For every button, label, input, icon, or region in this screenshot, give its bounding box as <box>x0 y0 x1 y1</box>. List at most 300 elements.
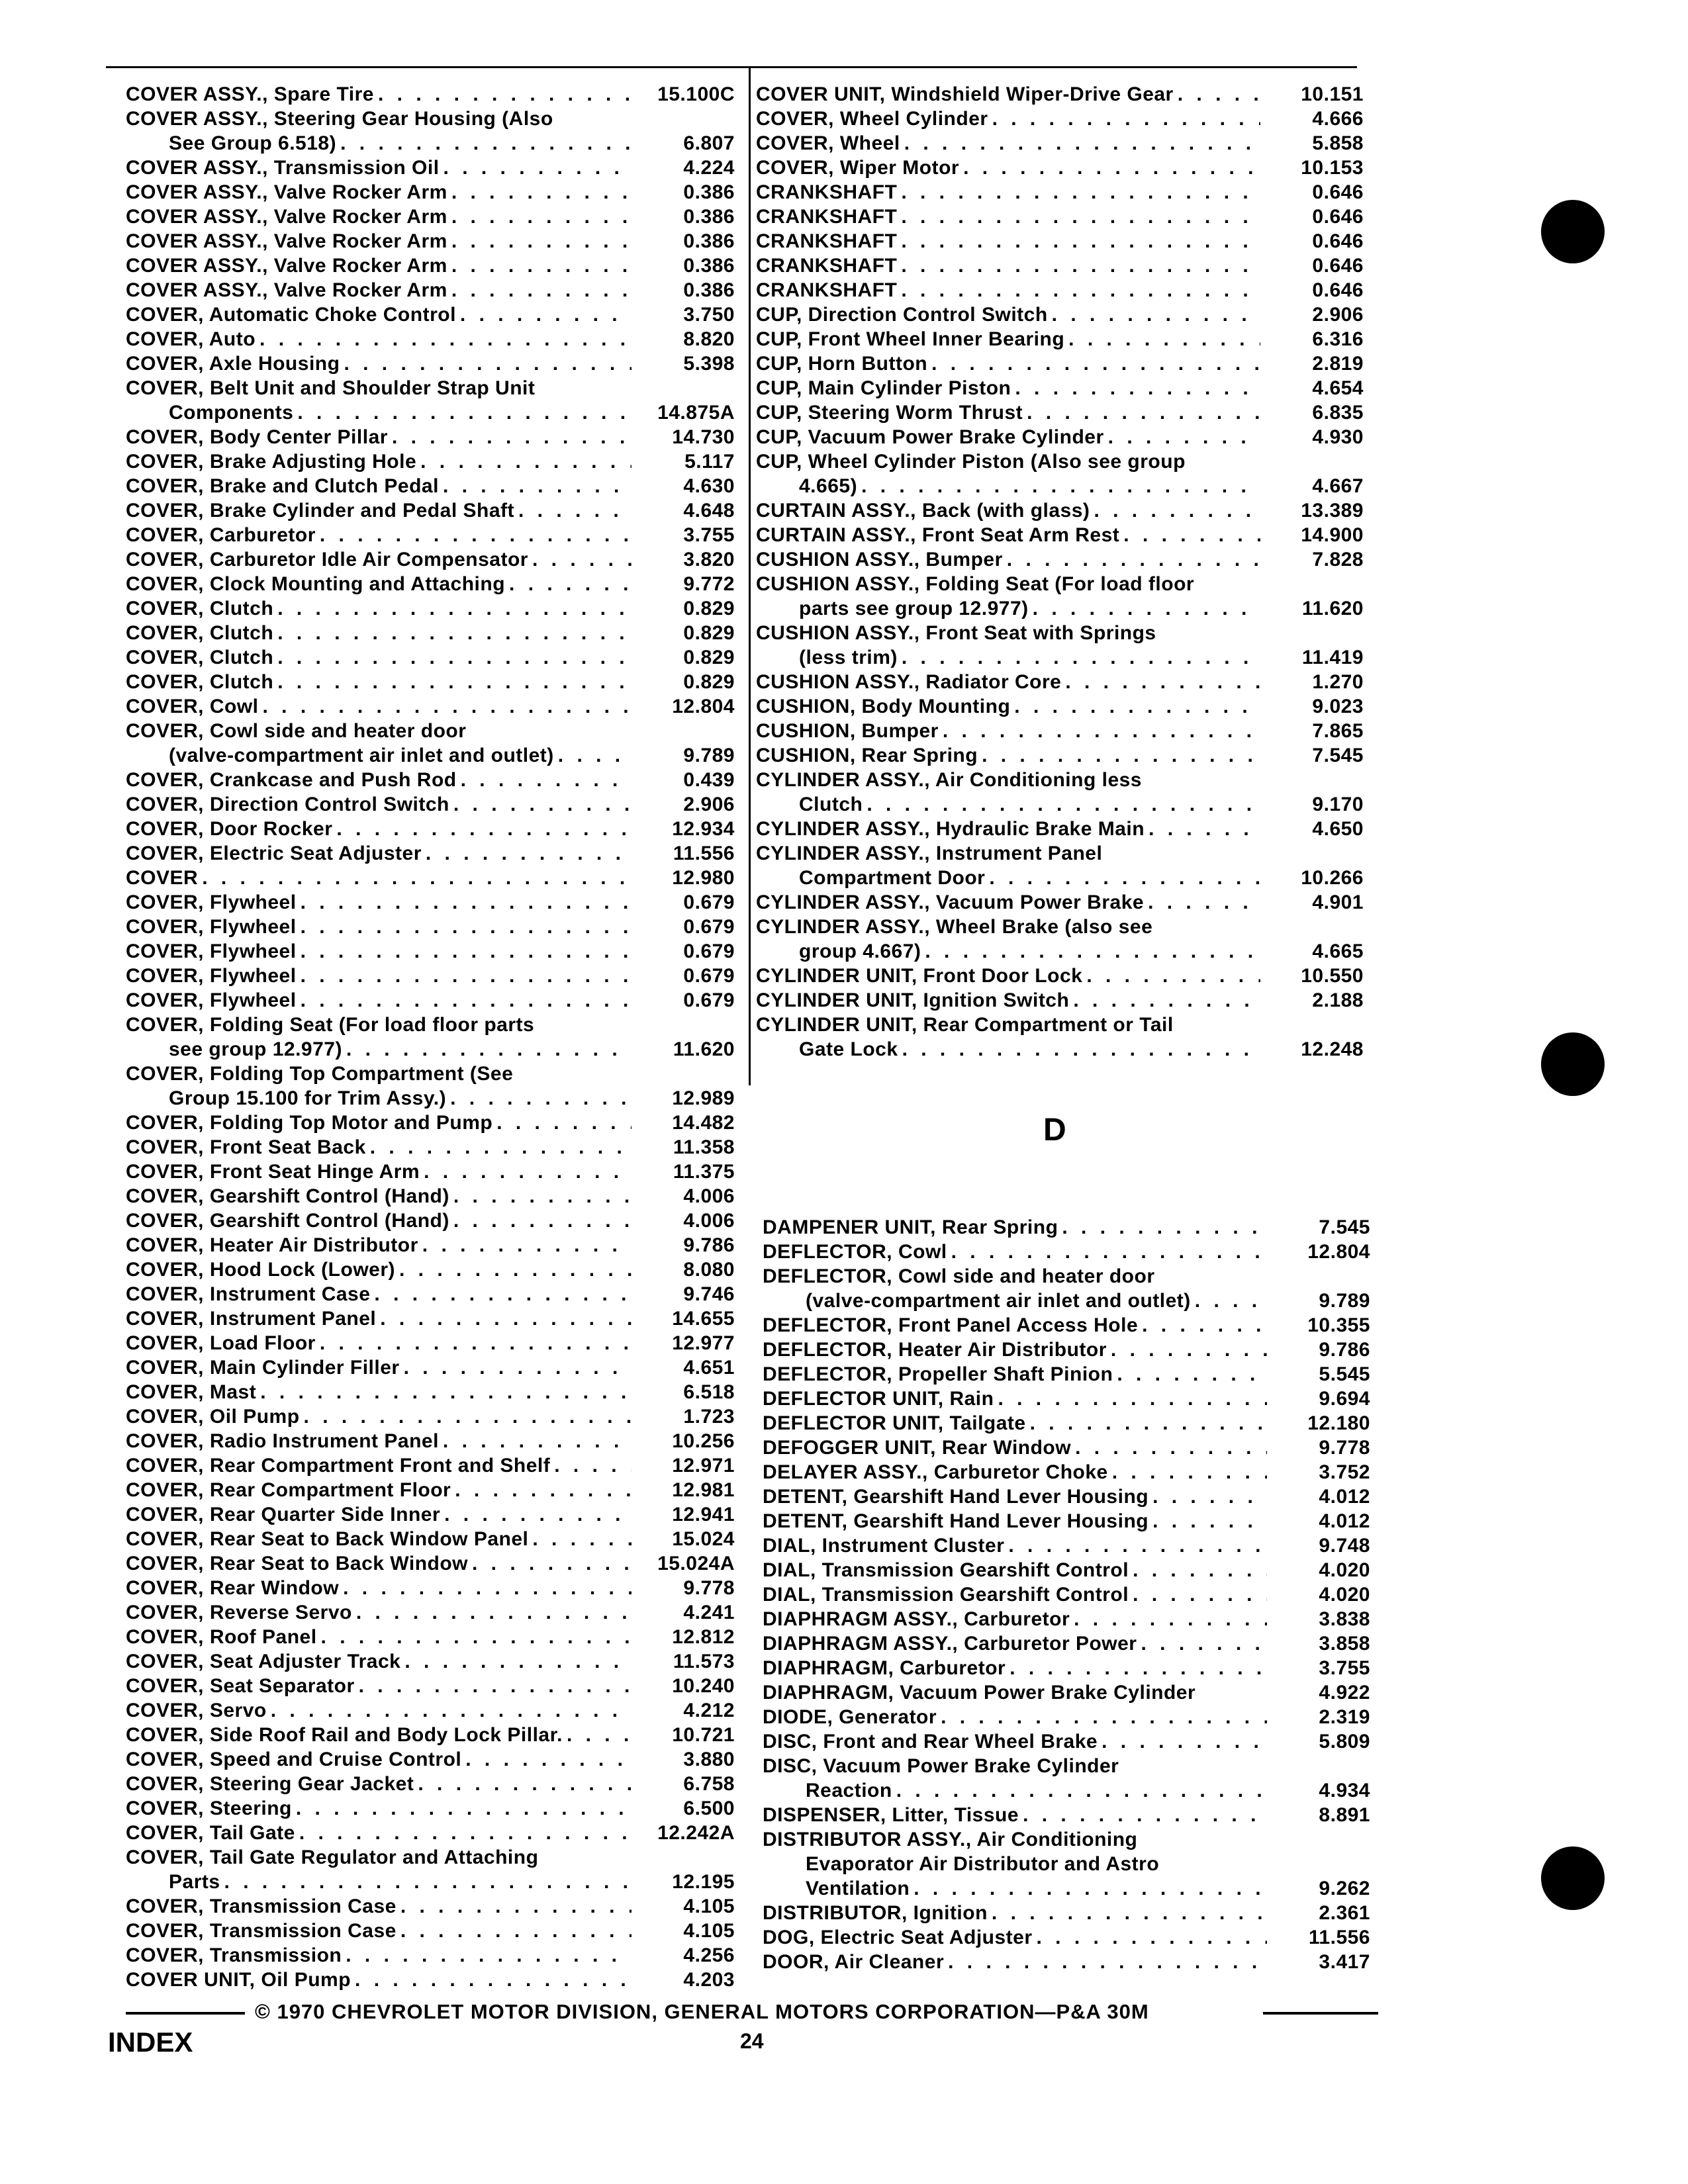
index-entry <box>756 351 1364 376</box>
index-entry <box>126 1943 735 1968</box>
index-entry <box>763 1264 1370 1289</box>
leader-dots <box>1009 1656 1267 1680</box>
entry-page-ref: 14.655 <box>672 1308 735 1330</box>
index-entry <box>126 1527 735 1551</box>
index-entry <box>756 107 1364 131</box>
entry-page-ref: 0.646 <box>1312 279 1364 301</box>
leader-dots <box>1111 1338 1267 1362</box>
entry-text: Clutch <box>799 794 863 815</box>
leader-dots <box>948 1950 1267 1974</box>
index-entry <box>126 1013 735 1037</box>
index-entry <box>756 425 1364 449</box>
entry-page-ref: 9.023 <box>1312 696 1364 717</box>
leader-dots <box>1141 1631 1267 1656</box>
index-entry <box>756 792 1364 817</box>
entry-text: COVER, Oil Pump <box>126 1406 300 1428</box>
entry-page-ref: 11.358 <box>673 1136 735 1158</box>
entry-text: see group 12.977) <box>169 1038 342 1060</box>
entry-page-ref: 3.858 <box>1319 1633 1370 1655</box>
entry-text: COVER, Clutch <box>126 647 274 668</box>
entry-text: COVER, Carburetor <box>126 524 316 546</box>
entry-text: DOOR, Air Cleaner <box>763 1951 945 1973</box>
index-entry <box>756 400 1364 425</box>
index-entry <box>126 694 735 719</box>
index-entry <box>756 253 1364 278</box>
entry-text: COVER, Tail Gate <box>126 1822 295 1844</box>
column-divider <box>749 66 751 1085</box>
entry-text: DEFLECTOR, Front Panel Access Hole <box>763 1314 1139 1336</box>
entry-page-ref: 4.256 <box>683 1944 735 1966</box>
entry-page-ref: 4.224 <box>683 157 735 179</box>
index-entry <box>756 694 1364 719</box>
leader-dots <box>904 131 1260 156</box>
index-entry <box>756 988 1364 1013</box>
entry-page-ref: 4.654 <box>1312 377 1364 399</box>
entry-text: COVER, Folding Top Motor and Pump <box>126 1112 493 1134</box>
leader-dots <box>901 278 1260 302</box>
leader-dots <box>420 449 632 474</box>
leader-dots <box>1052 302 1260 327</box>
entry-text: COVER ASSY., Valve Rocker Arm <box>126 206 447 228</box>
entry-text: DIAL, Transmission Gearshift Control <box>763 1584 1129 1606</box>
index-entry <box>126 1747 735 1772</box>
index-entry <box>756 866 1364 890</box>
section-letter-d: D <box>1043 1113 1066 1148</box>
leader-dots <box>355 1968 632 1992</box>
entry-page-ref: 3.750 <box>683 304 735 326</box>
entry-text: COVER, Gearshift Control (Hand) <box>126 1210 449 1232</box>
entry-page-ref: 4.006 <box>683 1185 735 1207</box>
index-entry <box>126 327 735 351</box>
entry-page-ref: 0.829 <box>683 647 735 668</box>
entry-text: CUP, Vacuum Power Brake Cylinder <box>756 426 1104 448</box>
index-entry <box>763 1607 1370 1631</box>
leader-dots <box>461 768 632 792</box>
entry-page-ref: 9.786 <box>683 1234 735 1256</box>
index-entry <box>126 670 735 694</box>
index-entry <box>126 1821 735 1845</box>
index-entry <box>763 1729 1370 1754</box>
footer-copyright: © 1970 CHEVROLET MOTOR DIVISION, GENERAL MOTORS CORPORATION—P&A 30M <box>255 2000 1149 2023</box>
entry-text: group 4.667) <box>799 940 921 962</box>
entry-text: DISC, Front and Rear Wheel Brake <box>763 1731 1098 1752</box>
leader-dots <box>455 1478 632 1502</box>
index-entry <box>126 1306 735 1331</box>
index-entry <box>756 302 1364 327</box>
entry-page-ref: 9.748 <box>1319 1535 1370 1557</box>
entry-page-ref: 12.248 <box>1301 1038 1364 1060</box>
index-entry <box>126 1674 735 1698</box>
entry-text: DIAPHRAGM ASSY., Carburetor <box>763 1608 1070 1630</box>
index-entry <box>126 1208 735 1233</box>
entry-text: CUP, Front Wheel Inner Bearing <box>756 328 1065 350</box>
entry-text: CUSHION, Rear Spring <box>756 745 978 766</box>
entry-page-ref: 11.375 <box>673 1161 735 1183</box>
leader-dots <box>532 547 632 572</box>
entry-text: COVER, Clutch <box>126 598 274 619</box>
entry-page-ref: 3.880 <box>683 1749 735 1770</box>
index-entry <box>126 1233 735 1257</box>
index-entry <box>763 1582 1370 1607</box>
entry-page-ref: 0.386 <box>683 181 735 203</box>
entry-text: CUSHION, Body Mounting <box>756 696 1011 717</box>
entry-text: DIAL, Instrument Cluster <box>763 1535 1005 1557</box>
entry-text: Group 15.100 for Trim Assy.) <box>169 1087 447 1109</box>
leader-dots <box>370 1135 632 1160</box>
entry-page-ref: 4.012 <box>1319 1486 1370 1508</box>
entry-text: DIAPHRAGM, Vacuum Power Brake Cylinder <box>763 1682 1196 1704</box>
leader-dots <box>1007 547 1260 572</box>
index-entry <box>126 449 735 474</box>
leader-dots <box>925 939 1260 964</box>
binder-hole-top <box>1541 200 1605 263</box>
leader-dots <box>1112 1460 1267 1484</box>
index-entry <box>126 376 735 400</box>
leader-dots <box>301 890 632 915</box>
leader-dots <box>443 1429 632 1453</box>
entry-page-ref: 9.262 <box>1319 1878 1370 1899</box>
entry-text: DEFOGGER UNIT, Rear Window <box>763 1437 1072 1459</box>
index-entry <box>126 156 735 180</box>
leader-dots <box>344 351 632 376</box>
index-entry <box>126 939 735 964</box>
leader-dots <box>867 792 1260 817</box>
entry-text: COVER, Flywheel <box>126 916 297 938</box>
leader-dots <box>224 1870 632 1894</box>
leader-dots <box>343 1576 632 1600</box>
entry-page-ref: 0.679 <box>683 891 735 913</box>
entry-page-ref: 4.203 <box>683 1969 735 1991</box>
entry-page-ref: 3.752 <box>1319 1461 1370 1483</box>
entry-page-ref: 11.556 <box>673 842 735 864</box>
entry-text: Reaction <box>806 1780 892 1801</box>
entry-page-ref: 2.906 <box>1312 304 1364 326</box>
entry-text: COVER, Rear Seat to Back Window <box>126 1553 469 1574</box>
entry-page-ref: 10.151 <box>1301 83 1364 105</box>
entry-text: CUP, Horn Button <box>756 353 928 375</box>
leader-dots <box>453 792 632 817</box>
index-entry <box>126 1894 735 1919</box>
entry-text: COVER, Brake and Clutch Pedal <box>126 475 439 497</box>
entry-page-ref: 6.835 <box>1312 402 1364 424</box>
entry-page-ref: 0.679 <box>683 916 735 938</box>
entry-text: COVER, Rear Seat to Back Window Panel <box>126 1528 529 1550</box>
index-entry <box>126 1453 735 1478</box>
entry-page-ref: 4.020 <box>1319 1559 1370 1581</box>
leader-dots <box>496 1111 632 1135</box>
index-entry <box>763 1827 1370 1852</box>
entry-text: COVER, Seat Adjuster Track <box>126 1651 401 1672</box>
leader-dots <box>567 1723 632 1747</box>
entry-text: CUSHION ASSY., Folding Seat (For load floor <box>756 573 1195 595</box>
entry-page-ref: 4.665 <box>1312 940 1364 962</box>
binder-hole-middle <box>1541 1032 1605 1096</box>
index-entry <box>126 1380 735 1404</box>
leader-dots <box>259 327 632 351</box>
leader-dots <box>1062 1215 1267 1240</box>
entry-text: Parts <box>169 1871 220 1893</box>
entry-page-ref: 3.417 <box>1319 1951 1370 1973</box>
leader-dots <box>444 156 632 180</box>
entry-text: CYLINDER ASSY., Vacuum Power Brake <box>756 891 1145 913</box>
index-entry <box>756 890 1364 915</box>
entry-text: COVER, Servo <box>126 1700 267 1721</box>
index-entry <box>126 1478 735 1502</box>
entry-page-ref: 0.386 <box>683 230 735 252</box>
entry-page-ref: 0.679 <box>683 989 735 1011</box>
leader-dots <box>951 1240 1267 1264</box>
leader-dots <box>336 817 632 841</box>
entry-text: DEFLECTOR, Heater Air Distributor <box>763 1339 1107 1361</box>
leader-dots <box>1102 1729 1267 1754</box>
entry-text: COVER, Belt Unit and Shoulder Strap Unit <box>126 377 536 399</box>
leader-dots <box>418 1772 632 1796</box>
leader-dots <box>1015 376 1260 400</box>
leader-dots <box>340 131 632 156</box>
index-entry <box>126 621 735 645</box>
leader-dots <box>400 1894 632 1919</box>
index-entry <box>763 1411 1370 1435</box>
leader-dots <box>424 1160 632 1184</box>
entry-page-ref: 5.858 <box>1312 132 1364 154</box>
entry-text: (valve-compartment air inlet and outlet) <box>169 745 554 766</box>
leader-dots <box>1073 988 1260 1013</box>
entry-page-ref: 12.180 <box>1307 1412 1370 1434</box>
entry-page-ref: 6.316 <box>1312 328 1364 350</box>
index-entry <box>126 1111 735 1135</box>
index-entry <box>763 1631 1370 1656</box>
index-entry <box>126 1355 735 1380</box>
leader-dots <box>1133 1558 1267 1582</box>
leader-dots <box>1123 523 1260 547</box>
leader-dots <box>1075 1435 1267 1460</box>
entry-text: COVER, Front Seat Hinge Arm <box>126 1161 420 1183</box>
index-entry <box>763 1240 1370 1264</box>
entry-text: CURTAIN ASSY., Back (with glass) <box>756 500 1090 522</box>
entry-page-ref: 4.105 <box>683 1920 735 1942</box>
index-entry <box>126 1600 735 1625</box>
leader-dots <box>1014 694 1260 719</box>
entry-page-ref: 3.755 <box>683 524 735 546</box>
index-entry <box>126 1796 735 1821</box>
leader-dots <box>392 425 632 449</box>
index-entry <box>756 156 1364 180</box>
leader-dots <box>277 670 632 694</box>
entry-page-ref: 9.778 <box>1319 1437 1370 1459</box>
leader-dots <box>202 866 632 890</box>
index-entry <box>126 1919 735 1943</box>
entry-page-ref: 12.980 <box>672 867 735 889</box>
index-entry <box>126 1772 735 1796</box>
entry-text: COVER, Load Floor <box>126 1332 316 1354</box>
entry-page-ref: 4.212 <box>683 1700 735 1721</box>
leader-dots <box>901 205 1260 229</box>
entry-page-ref: 12.934 <box>672 818 735 840</box>
index-entry <box>126 523 735 547</box>
index-entry <box>763 1680 1370 1705</box>
entry-text: COVER, Heater Air Distributor <box>126 1234 418 1256</box>
entry-page-ref: 0.646 <box>1312 230 1364 252</box>
entry-text: COVER, Rear Window <box>126 1577 340 1599</box>
entry-page-ref: 6.518 <box>683 1381 735 1403</box>
leader-dots <box>1065 670 1260 694</box>
entry-text: Components <box>169 402 294 424</box>
entry-page-ref: 7.828 <box>1312 549 1364 570</box>
entry-page-ref: 11.419 <box>1301 647 1364 668</box>
entry-page-ref: 5.117 <box>684 451 735 473</box>
entry-page-ref: 13.389 <box>1301 500 1364 522</box>
index-entry <box>756 523 1364 547</box>
entry-text: CUP, Main Cylinder Piston <box>756 377 1011 399</box>
index-entry <box>756 572 1364 596</box>
leader-dots <box>992 1901 1267 1925</box>
entry-text: CURTAIN ASSY., Front Seat Arm Rest <box>756 524 1120 546</box>
entry-page-ref: 9.170 <box>1312 794 1364 815</box>
leader-dots <box>356 1600 632 1625</box>
entry-text: DIAL, Transmission Gearshift Control <box>763 1559 1129 1581</box>
entry-page-ref: 12.804 <box>1307 1241 1370 1263</box>
index-entry <box>763 1215 1370 1240</box>
entry-page-ref: 7.545 <box>1319 1216 1370 1238</box>
entry-text: DETENT, Gearshift Hand Lever Housing <box>763 1486 1149 1508</box>
index-entry <box>763 1778 1370 1803</box>
index-entry <box>126 1184 735 1208</box>
entry-page-ref: 6.758 <box>683 1773 735 1795</box>
leader-dots <box>453 1184 632 1208</box>
entry-text: COVER UNIT, Windshield Wiper-Drive Gear <box>756 83 1174 105</box>
entry-text: COVER, Roof Panel <box>126 1626 317 1648</box>
entry-text: COVER, Clutch <box>126 622 274 644</box>
entry-page-ref: 11.556 <box>1308 1927 1370 1948</box>
index-entry <box>763 1950 1370 1974</box>
entry-page-ref: 6.500 <box>683 1797 735 1819</box>
index-entry <box>126 1649 735 1674</box>
leader-dots <box>1142 1313 1267 1338</box>
index-entry <box>126 400 735 425</box>
index-entry <box>756 743 1364 768</box>
entry-text: COVER, Carburetor Idle Air Compensator <box>126 549 528 570</box>
entry-text: DEFLECTOR UNIT, Rain <box>763 1388 994 1410</box>
entry-page-ref: 4.930 <box>1312 426 1364 448</box>
leader-dots <box>902 645 1260 670</box>
leader-dots <box>460 302 632 327</box>
leader-dots <box>404 1649 632 1674</box>
entry-text: COVER, Wiper Motor <box>756 157 960 179</box>
index-entry <box>756 596 1364 621</box>
index-entry <box>126 131 735 156</box>
entry-page-ref: 11.573 <box>673 1651 735 1672</box>
entry-text: Evaporator Air Distributor and Astro <box>806 1853 1160 1875</box>
entry-page-ref: 10.550 <box>1301 965 1364 987</box>
entry-text: CYLINDER UNIT, Ignition Switch <box>756 989 1070 1011</box>
entry-page-ref: 4.020 <box>1319 1584 1370 1606</box>
leader-dots <box>451 229 632 253</box>
entry-text: COVER ASSY., Valve Rocker Arm <box>126 255 447 277</box>
entry-text: CUSHION ASSY., Front Seat with Springs <box>756 622 1156 644</box>
entry-page-ref: 0.646 <box>1312 206 1364 228</box>
entry-page-ref: 0.386 <box>683 279 735 301</box>
entry-text: COVER, Flywheel <box>126 989 297 1011</box>
entry-text: COVER, Flywheel <box>126 965 297 987</box>
entry-page-ref: 12.195 <box>672 1871 735 1893</box>
binder-hole-bottom <box>1541 1846 1605 1910</box>
entry-page-ref: 8.820 <box>683 328 735 350</box>
entry-page-ref: 12.941 <box>672 1504 735 1525</box>
entry-text: COVER, Cowl side and heater door <box>126 720 467 742</box>
leader-dots <box>1133 1582 1267 1607</box>
index-entry <box>756 1037 1364 1062</box>
entry-page-ref: 7.545 <box>1312 745 1364 766</box>
entry-page-ref: 14.875A <box>657 402 735 424</box>
index-entry <box>126 278 735 302</box>
entry-text: (valve-compartment air inlet and outlet) <box>806 1290 1191 1312</box>
entry-text: CYLINDER ASSY., Air Conditioning less <box>756 769 1142 791</box>
entry-page-ref: 3.755 <box>1319 1657 1370 1679</box>
leader-dots <box>450 1086 632 1111</box>
index-entry <box>126 1723 735 1747</box>
entry-page-ref: 10.240 <box>672 1675 735 1697</box>
entry-page-ref: 12.981 <box>672 1479 735 1501</box>
index-entry <box>126 572 735 596</box>
index-entry <box>763 1803 1370 1827</box>
entry-text: COVER, Rear Compartment Floor <box>126 1479 451 1501</box>
index-entry <box>126 1625 735 1649</box>
index-entry <box>763 1435 1370 1460</box>
entry-page-ref: 0.646 <box>1312 255 1364 277</box>
leader-dots <box>277 621 632 645</box>
footer-rule-left <box>126 2012 245 2015</box>
entry-page-ref: 4.006 <box>683 1210 735 1232</box>
entry-page-ref: 4.667 <box>1312 475 1364 497</box>
index-entry <box>126 547 735 572</box>
entry-text: 4.665) <box>799 475 858 497</box>
entry-text: DOG, Electric Seat Adjuster <box>763 1927 1033 1948</box>
entry-text: CRANKSHAFT <box>756 255 898 277</box>
leader-dots <box>346 1943 632 1968</box>
leader-dots <box>444 1502 632 1527</box>
footer-section-label: INDEX <box>108 2026 193 2058</box>
entry-page-ref: 7.865 <box>1312 720 1364 742</box>
entry-text: DELAYER ASSY., Carburetor Choke <box>763 1461 1108 1483</box>
entry-page-ref: 4.105 <box>683 1895 735 1917</box>
entry-text: COVER, Auto <box>126 328 256 350</box>
entry-text: COVER, Speed and Cruise Control <box>126 1749 462 1770</box>
entry-page-ref: 4.934 <box>1319 1780 1370 1801</box>
index-entry <box>756 327 1364 351</box>
entry-page-ref: 5.545 <box>1319 1363 1370 1385</box>
entry-page-ref: 9.746 <box>683 1283 735 1305</box>
leader-dots <box>1068 327 1260 351</box>
entry-text: CRANKSHAFT <box>756 230 898 252</box>
leader-dots <box>518 498 632 523</box>
entry-text: COVER, Rear Quarter Side Inner <box>126 1504 441 1525</box>
entry-text: COVER, Clock Mounting and Attaching <box>126 573 506 595</box>
entry-page-ref: 12.804 <box>672 696 735 717</box>
entry-text: COVER, Brake Adjusting Hole <box>126 451 417 473</box>
entry-text: CRANKSHAFT <box>756 181 898 203</box>
entry-text: COVER, Steering Gear Jacket <box>126 1773 414 1795</box>
index-entry <box>763 1362 1370 1387</box>
entry-page-ref: 15.024 <box>672 1528 735 1550</box>
index-entry <box>126 817 735 841</box>
index-entry <box>126 1404 735 1429</box>
leader-dots <box>451 205 632 229</box>
leader-dots <box>422 1233 632 1257</box>
leader-dots <box>1074 1607 1267 1631</box>
leader-dots <box>400 1919 632 1943</box>
entry-page-ref: 10.355 <box>1307 1314 1370 1336</box>
leader-dots <box>901 253 1260 278</box>
